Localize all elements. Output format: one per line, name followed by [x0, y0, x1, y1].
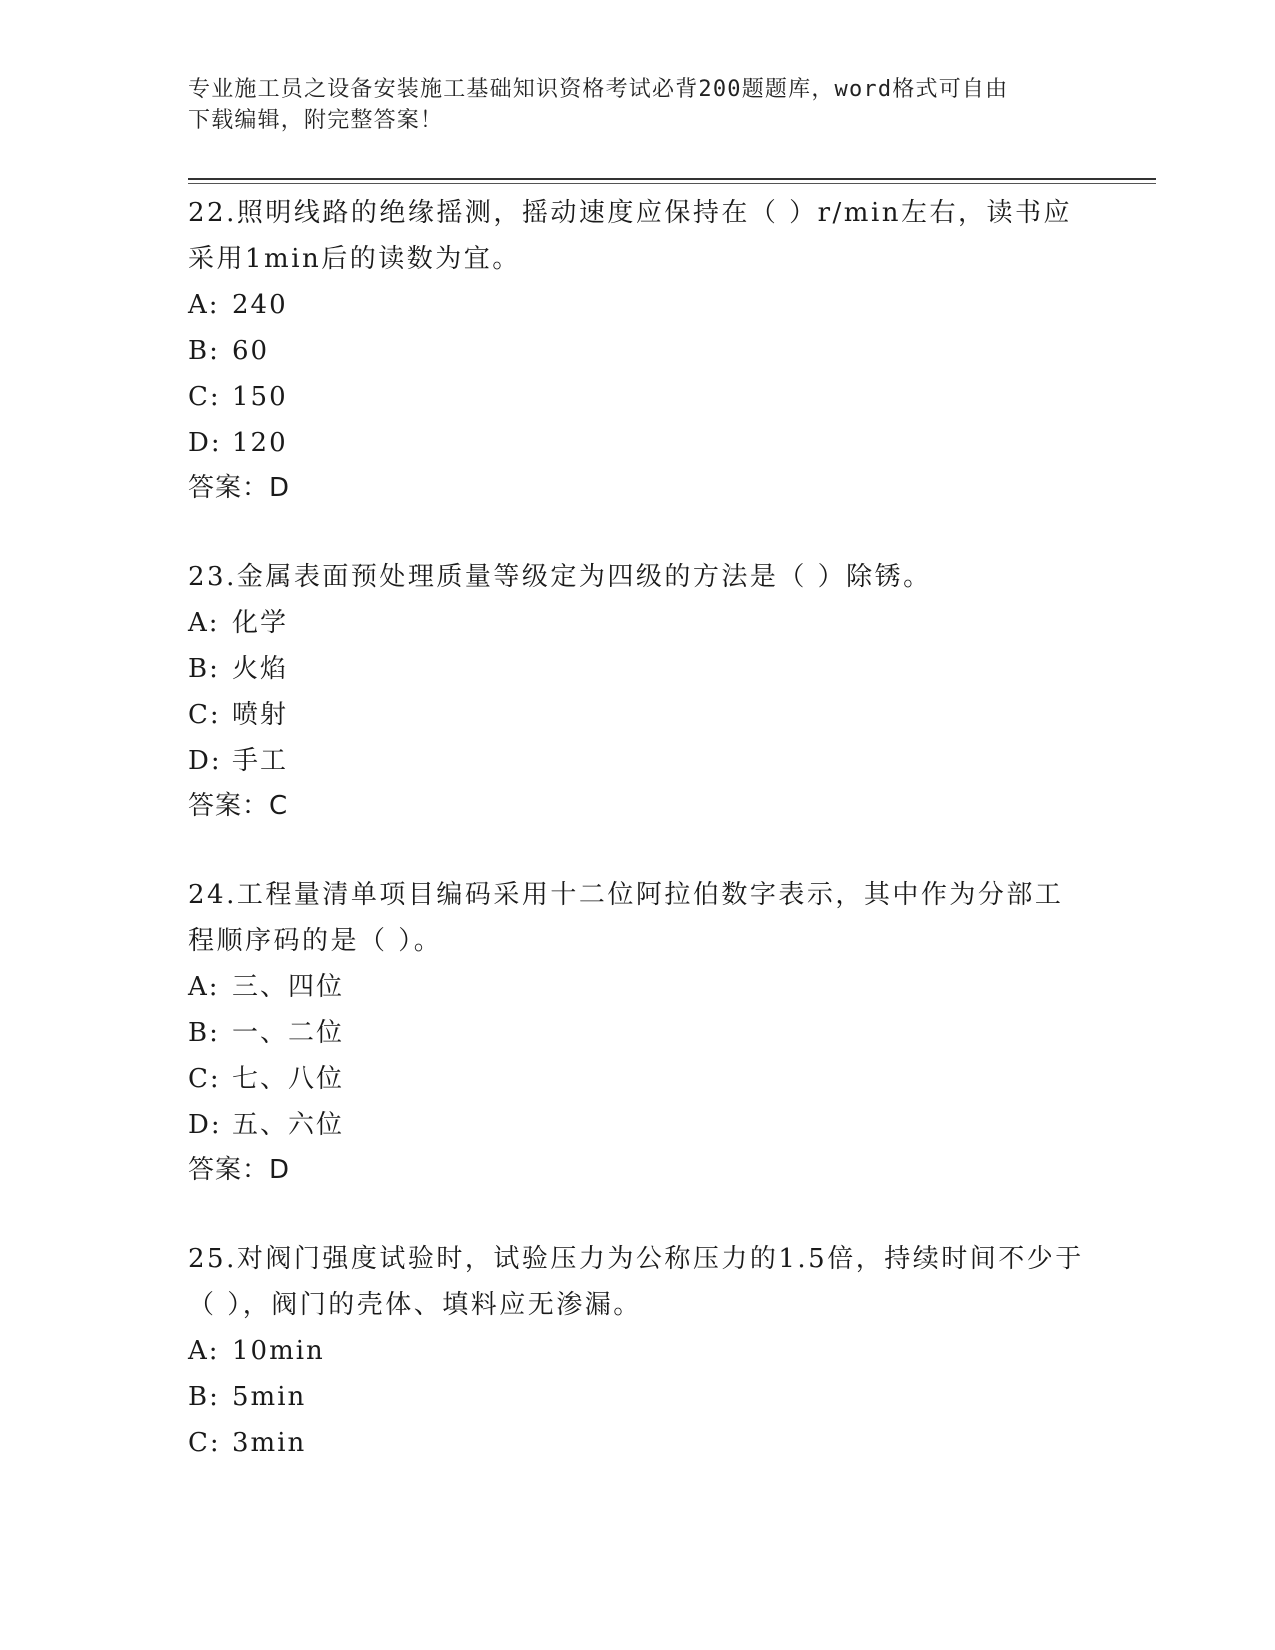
- option-letter: C:: [188, 1428, 221, 1458]
- answer-line: 答案：D: [188, 473, 291, 503]
- option-value: 手工: [232, 746, 289, 776]
- option-c: [188, 692, 1088, 738]
- question-text: 23.金属表面预处理质量等级定为四级的方法是（ ）除锈。: [188, 562, 932, 592]
- option-value: 5min: [232, 1382, 307, 1412]
- option-letter: D:: [188, 746, 222, 776]
- question-23: [188, 554, 1088, 828]
- option-a: [188, 282, 1088, 328]
- question-22: [188, 190, 1088, 510]
- header-line-1: 专业施工员之设备安装施工基础知识资格考试必背200题题库，word格式可自由: [188, 77, 1009, 102]
- question-text: 24.工程量清单项目编码采用十二位阿拉伯数字表示，其中作为分部工程顺序码的是（ ）。: [188, 880, 1064, 956]
- question-25: [188, 1236, 1088, 1466]
- option-value: 喷射: [232, 700, 289, 730]
- header-line-2: 下载编辑，附完整答案！: [188, 108, 444, 133]
- option-b: [188, 1374, 1088, 1420]
- option-letter: B:: [188, 1018, 220, 1048]
- option-c: [188, 374, 1088, 420]
- answer-line: 答案：C: [188, 791, 289, 821]
- option-value: 火焰: [232, 654, 289, 684]
- option-value: 七、八位: [232, 1064, 345, 1094]
- option-letter: A:: [188, 972, 220, 1002]
- option-value: 150: [232, 382, 288, 412]
- document-header: [188, 74, 1068, 136]
- question-text: 22.照明线路的绝缘摇测，摇动速度应保持在（ ）r/min左右，读书应采用1min后的读数为宜。: [188, 198, 1073, 274]
- option-letter: D:: [188, 1110, 222, 1140]
- option-letter: A:: [188, 290, 220, 320]
- header-divider-thick: [188, 178, 1156, 180]
- option-value: 10min: [232, 1336, 325, 1366]
- option-b: [188, 646, 1088, 692]
- option-value: 化学: [232, 608, 289, 638]
- option-letter: C:: [188, 382, 221, 412]
- option-b: [188, 1010, 1088, 1056]
- option-c: [188, 1420, 1088, 1466]
- option-letter: B:: [188, 654, 220, 684]
- option-value: 一、二位: [232, 1018, 345, 1048]
- question-24: [188, 872, 1088, 1192]
- answer-line: 答案：D: [188, 1155, 291, 1185]
- option-letter: C:: [188, 700, 221, 730]
- option-letter: A:: [188, 608, 220, 638]
- option-letter: C:: [188, 1064, 221, 1094]
- option-a: [188, 1328, 1088, 1374]
- header-divider-thin: [188, 183, 1156, 184]
- option-value: 三、四位: [232, 972, 345, 1002]
- option-letter: D:: [188, 428, 222, 458]
- option-value: 120: [232, 428, 288, 458]
- option-value: 60: [232, 336, 270, 366]
- option-value: 3min: [232, 1428, 307, 1458]
- option-d: [188, 738, 1088, 784]
- option-letter: B:: [188, 336, 220, 366]
- option-a: [188, 600, 1088, 646]
- option-a: [188, 964, 1088, 1010]
- option-letter: B:: [188, 1382, 220, 1412]
- option-b: [188, 328, 1088, 374]
- option-value: 240: [232, 290, 288, 320]
- option-value: 五、六位: [232, 1110, 345, 1140]
- option-d: [188, 1102, 1088, 1148]
- option-letter: A:: [188, 1336, 220, 1366]
- question-text: 25.对阀门强度试验时，试验压力为公称压力的1.5倍，持续时间不少于（ ），阀门的壳体、填料应无渗漏。: [188, 1244, 1084, 1320]
- option-d: [188, 420, 1088, 466]
- option-c: [188, 1056, 1088, 1102]
- question-list: [188, 190, 1088, 1510]
